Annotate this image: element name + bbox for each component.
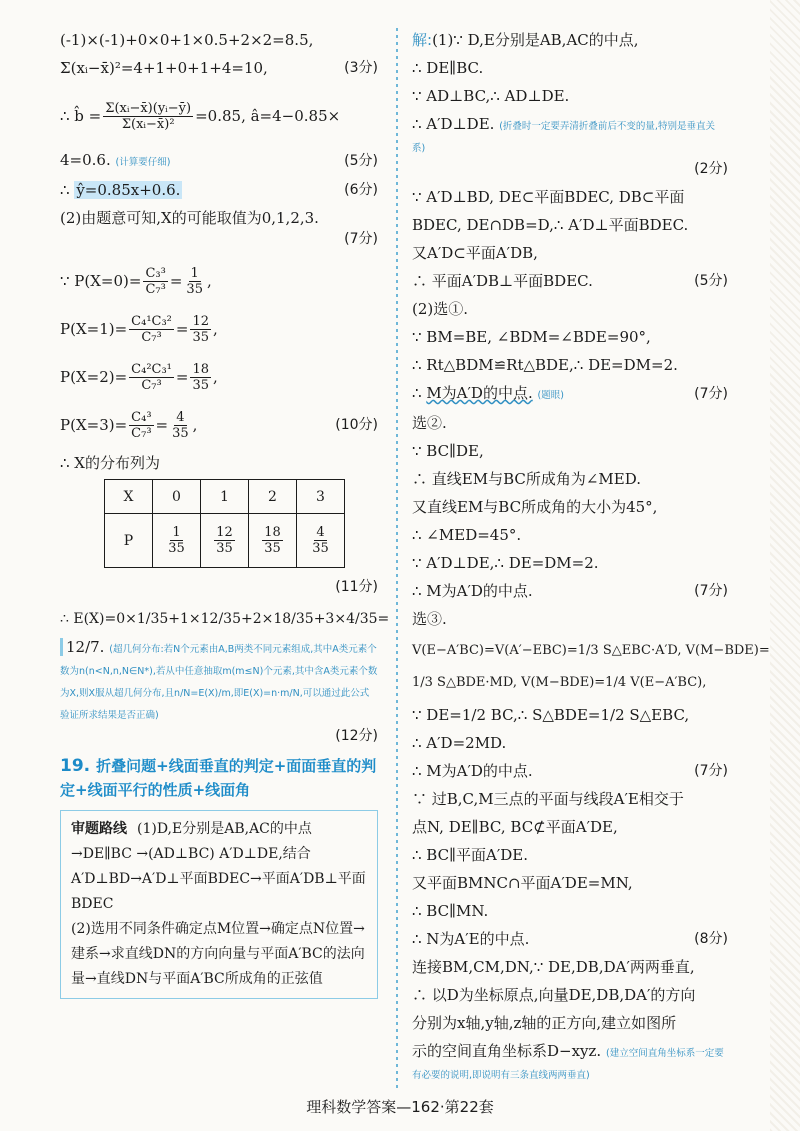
text-line <box>412 929 728 949</box>
score-mark: (7分) <box>694 763 728 779</box>
fraction <box>129 410 153 441</box>
volume-line: V(E−A′BC)=V(A′−EBC)=1/3 S△EBC·A′D, V(M−BDE)= <box>412 643 770 658</box>
fraction <box>184 266 205 297</box>
score-mark <box>412 158 728 179</box>
numerator: 18 <box>264 525 281 540</box>
denominator: 35 <box>312 541 329 556</box>
text-line: 选②. <box>412 414 447 432</box>
text-line: 又直线EM与BC所成角的大小为45°, <box>412 498 658 516</box>
numerator: C₄²C₃¹ <box>131 361 172 377</box>
annotation: (题眼) <box>537 390 564 401</box>
sum-squares: Σ(xᵢ−x̄)²=4+1+0+1+4=10, <box>60 59 268 77</box>
score-mark <box>60 576 378 597</box>
denominator: Σ(xᵢ−x̄)² <box>121 116 175 132</box>
text: ∴ 平面A′DB⊥平面BDEC. <box>412 272 593 290</box>
table-row <box>105 480 345 514</box>
solution-label: 解: <box>412 31 433 49</box>
table-cell <box>201 514 249 568</box>
text-line <box>60 637 378 725</box>
numerator: 4 <box>176 409 185 425</box>
text-line: ∴ Rt△BDM≌Rt△BDE,∴ DE=DM=2. <box>412 356 678 374</box>
denominator: C₇³ <box>141 377 162 393</box>
text-line <box>60 150 378 172</box>
denominator: 35 <box>186 281 203 297</box>
score-mark-text: (2分) <box>694 161 728 177</box>
denominator: C₇³ <box>145 281 166 297</box>
text: ∴ <box>60 181 70 199</box>
text: ∵ P(X=0)= <box>60 272 142 290</box>
table-cell: X <box>105 480 153 514</box>
review-route-box <box>60 810 378 999</box>
text: ∴ M为A′D的中点. <box>412 582 533 600</box>
text-line: (2)选①. <box>412 300 469 318</box>
key-point: M为A′D的中点. <box>426 384 533 402</box>
table-cell <box>297 514 345 568</box>
question-topics: 折叠问题+线面垂直的判定+面面垂直的判定+线面平行的性质+线面角 <box>60 757 377 799</box>
question-19-heading <box>60 754 378 802</box>
text: 4=0.6. <box>60 151 111 169</box>
text: (1)∵ D,E分别是AB,AC的中点, <box>432 31 639 49</box>
denominator: 35 <box>216 541 233 556</box>
text-line: ∵ 过B,C,M三点的平面与线段A′E相交于 <box>412 790 684 808</box>
score-mark <box>60 228 378 249</box>
text-line <box>412 761 728 781</box>
text-line: ∴ ∠MED=45°. <box>412 526 522 544</box>
score-mark-text: (11分) <box>335 579 378 595</box>
numerator: Σ(xᵢ−x̄)(yᵢ−ȳ) <box>105 100 192 116</box>
text-line: ∴ X的分布列为 <box>60 454 160 472</box>
numerator: C₄³ <box>131 409 152 425</box>
score-mark: (10分) <box>335 417 378 433</box>
text-line <box>412 271 728 291</box>
text-line: 又平面BMNC∩平面A′DE=MN, <box>412 874 633 892</box>
table-cell <box>153 514 201 568</box>
fraction <box>190 362 211 393</box>
text-line: ∵ BC∥DE, <box>412 442 484 460</box>
numerator: 1 <box>172 525 181 540</box>
numerator: 18 <box>192 361 210 377</box>
text: P(X=3)= <box>60 416 128 434</box>
text-line: ∴ BC∥MN. <box>412 902 489 920</box>
column-divider <box>392 28 402 1088</box>
text: P(X=2)= <box>60 368 128 386</box>
table-cell: 3 <box>297 480 345 514</box>
table-cell: 0 <box>153 480 201 514</box>
highlighted-equation: ŷ=0.85x+0.6. <box>76 181 181 199</box>
annotation: (折叠时一定要弄清折叠前后不变的量,特别是垂直关系) <box>412 121 715 154</box>
denominator: 35 <box>264 541 281 556</box>
denominator: 35 <box>168 541 185 556</box>
score-mark: (3分) <box>344 60 378 76</box>
probability-line: P(X=3)= $\frac{\text{C₄³}}{\text{C₇³}}$ = $\frac{4}{35}$ , (10分) <box>60 409 378 441</box>
volume-line: 1/3 S△BDE·MD, V(M−BDE)=1/4 V(E−A′BC), <box>412 675 707 690</box>
fraction <box>129 362 174 393</box>
page-edge-texture <box>770 0 800 1131</box>
text: P(X=1)= <box>60 320 128 338</box>
text-line: ∵ BM=BE, ∠BDM=∠BDE=90°, <box>412 328 651 346</box>
text-line: ∴ DE∥BC. <box>412 59 484 77</box>
score-mark: (8分) <box>694 931 728 947</box>
fraction <box>103 101 193 132</box>
route-part-2: (2)选用不同条件确定点M位置→确定点N位置→建系→求直线DN的方向向量与平面A′BC的法向量→直线DN与平面A′BC所成角的正弦值 <box>71 921 365 987</box>
fraction <box>143 266 167 297</box>
denominator: C₇³ <box>141 329 162 345</box>
text-line: ∴ A′D=2MD. <box>412 734 507 752</box>
fraction <box>129 314 174 345</box>
text: =0.85, â=4−0.85× <box>195 107 341 125</box>
text-line: (2)由题意可知,X的可能取值为0,1,2,3. <box>60 209 319 227</box>
numerator: 12 <box>216 525 233 540</box>
text-line <box>412 1041 728 1085</box>
route-part-1: (1)D,E分别是AB,AC的中点→DE∥BC →(AD⊥BC) A′D⊥DE,结合A′D⊥BD→A′D⊥平面BDEC→平面A′DB⊥平面BDEC <box>71 821 366 912</box>
score-mark: (7分) <box>694 583 728 599</box>
text-line <box>412 383 728 405</box>
score-mark: (5分) <box>694 273 728 289</box>
denominator: C₇³ <box>131 425 152 441</box>
table-cell <box>249 514 297 568</box>
text-line <box>60 180 378 200</box>
numerator: 1 <box>190 265 199 281</box>
text-line: 分别为x轴,y轴,z轴的正方向,建立如图所 <box>412 1014 677 1032</box>
text-line <box>412 30 728 50</box>
score-mark: (7分) <box>694 386 728 402</box>
text-line: ∵ A′D⊥DE,∴ DE=DM=2. <box>412 554 599 572</box>
text: ∴ M为A′D的中点. <box>412 762 533 780</box>
left-column <box>60 30 390 999</box>
right-column <box>412 30 770 1085</box>
distribution-table <box>104 479 345 568</box>
table-cell: 1 <box>201 480 249 514</box>
score-mark: (6分) <box>344 182 378 198</box>
table-cell: 2 <box>249 480 297 514</box>
text-line: ∵ DE=1/2 BC,∴ S△BDE=1/2 S△EBC, <box>412 706 690 724</box>
numerator: C₃³ <box>145 265 166 281</box>
fraction <box>170 410 191 441</box>
text-line: ∵ A′D⊥BD, DE⊂平面BDEC, DB⊂平面 <box>412 188 685 206</box>
text-line: ∵ AD⊥BC,∴ AD⊥DE. <box>412 87 570 105</box>
text-line: ∴ 直线EM与BC所成角为∠MED. <box>412 470 641 488</box>
fraction <box>190 314 211 345</box>
probability-line: P(X=2)= $\frac{\text{C₄²C₃¹}}{\text{C₇³}}$ = $\frac{18}{35}$ , <box>60 361 218 393</box>
text-line: 连接BM,CM,DN,∵ DE,DB,DA′两两垂直, <box>412 958 695 976</box>
text: ∴ A′D⊥DE. <box>412 115 495 133</box>
page-footer: 理科数学答案—162·第22套 <box>306 1098 494 1116</box>
text-line: 又A′D⊂平面A′DB, <box>412 244 538 262</box>
probability-line: P(X=1)= $\frac{\text{C₄¹C₃²}}{\text{C₇³}}$ = $\frac{12}{35}$ , <box>60 313 218 345</box>
text-line <box>60 58 378 78</box>
text-line: 选③. <box>412 610 447 628</box>
text: 示的空间直角坐标系D−xyz. <box>412 1042 602 1060</box>
denominator: 35 <box>192 377 210 393</box>
numerator: C₄¹C₃² <box>131 313 172 329</box>
text: ∴ b̂ = <box>60 107 102 125</box>
denominator: 35 <box>172 425 189 441</box>
score-mark <box>60 725 378 746</box>
annotation: (建立空间直角坐标系一定要有必要的说明,即说明有三条直线两两垂直) <box>412 1048 724 1081</box>
table-row <box>105 514 345 568</box>
denominator: 35 <box>192 329 210 345</box>
numerator: 12 <box>192 313 210 329</box>
text-line: ∴ 以D为坐标原点,向量DE,DB,DA′的方向 <box>412 986 696 1004</box>
probability-line: ∵ P(X=0)= $\frac{\text{C₃³}}{\text{C₇³}}$ = $\frac{1}{35}$ , <box>60 265 212 297</box>
text-line <box>412 581 728 601</box>
text-line: (-1)×(-1)+0×0+1×0.5+2×2=8.5, <box>60 31 314 49</box>
expectation-line: ∴ E(X)=0×1/35+1×12/35+2×18/35+3×4/35= <box>60 611 390 627</box>
score-mark-text: (12分) <box>335 728 378 744</box>
box-title: 审题路线 <box>71 821 127 837</box>
annotation: (计算要仔细) <box>115 157 171 168</box>
annotation: (超几何分布:若N个元素由A,B两类不同元素组成,其中A类元素个数为n(n<N,n,N∈N*),若从中任意抽取m(m≤N)个元素,其中含A类元素个数为X,则X服从超几何分布,且n/N=E(X)/m,即E(X)=n·m/N,可以通过此公式验证所求结果是否正确) <box>60 644 378 721</box>
text: ∴ N为A′E的中点. <box>412 930 530 948</box>
score-mark-text: (7分) <box>344 231 378 247</box>
text-line: ∴ BC∥平面A′DE. <box>412 846 529 864</box>
question-number: 19. <box>60 756 91 776</box>
text-line <box>412 114 728 158</box>
slope-formula <box>60 90 378 142</box>
text-line: BDEC, DE∩DB=D,∴ A′D⊥平面BDEC. <box>412 216 689 234</box>
text-line: 点N, DE∥BC, BC⊄平面A′DE, <box>412 818 618 836</box>
table-cell: P <box>105 514 153 568</box>
expectation-result: 12/7. <box>60 638 104 656</box>
score-mark: (5分) <box>344 153 378 169</box>
text: ∴ <box>412 384 422 402</box>
numerator: 4 <box>316 525 325 540</box>
